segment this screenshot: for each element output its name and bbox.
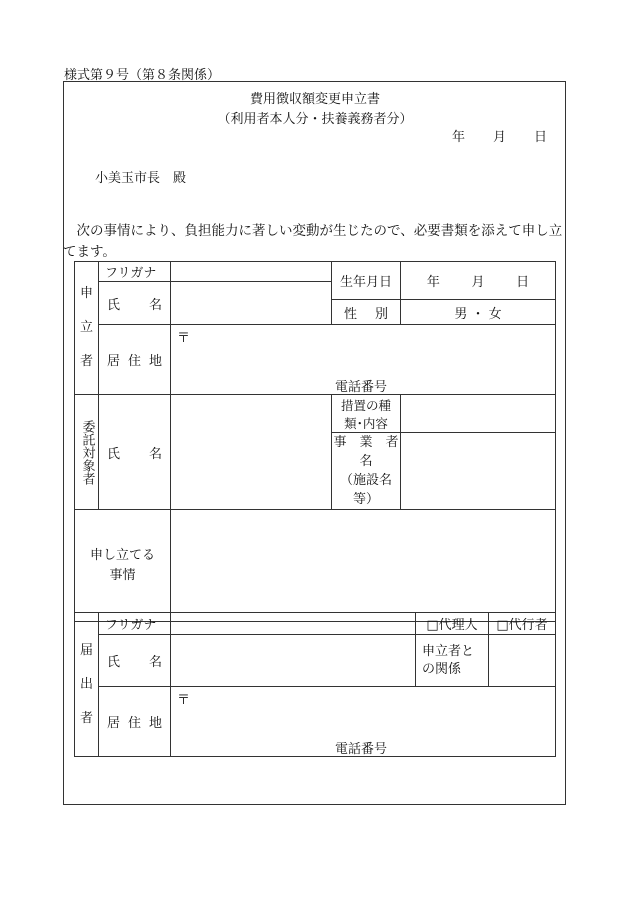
reason-label: 申し立てる 事情 [75, 510, 171, 622]
agent-checkbox[interactable]: □代行者 [489, 613, 556, 635]
entrusted-name-field[interactable] [171, 395, 332, 510]
birth-year: 年 [426, 275, 440, 290]
name-field[interactable] [171, 282, 332, 325]
applicant-table [74, 261, 556, 622]
form-title: 費用徴収額変更申立書 [249, 92, 380, 107]
relation-label: 申立者と の関係 [416, 635, 489, 687]
section-char: 立 [79, 320, 93, 335]
notifier-section-label: 届 出 者 [75, 613, 99, 757]
section-char: 申 [79, 286, 93, 301]
phone-label: 電話番号 [335, 380, 388, 395]
provider-field[interactable] [401, 433, 556, 510]
address-field[interactable] [171, 325, 556, 395]
measure-field[interactable] [401, 395, 556, 433]
birth-day: 日 [516, 275, 530, 290]
measure-label: 措置の種類･内容 [332, 395, 401, 433]
day-label: 日 [534, 130, 548, 145]
notifier-name-label: 氏 名 [99, 635, 171, 687]
year-label: 年 [452, 130, 466, 145]
form-id: 様式第９号（第８条関係） [64, 68, 221, 83]
sex-options[interactable]: 男 ・ 女 [401, 300, 556, 325]
form-subtitle: （利用者本人分・扶養義務者分） [217, 112, 413, 127]
notifier-name-field[interactable] [171, 635, 416, 687]
address-label: 居 住 地 [99, 325, 171, 395]
birthdate-field[interactable] [401, 262, 556, 300]
postal-mark: 〒 [177, 331, 191, 346]
month-label: 月 [493, 130, 507, 145]
entrusted-name-label: 氏 名 [99, 395, 171, 510]
provider-label: 事 業 者 名 （施設名等） [332, 433, 401, 510]
name-label: 氏 名 [99, 282, 171, 325]
notifier-furigana-field[interactable] [171, 613, 416, 635]
birthdate-label: 生年月日 [332, 262, 401, 300]
notifier-address-label: 居 住 地 [99, 687, 171, 757]
notifier-address-field[interactable] [171, 687, 556, 757]
reason-field[interactable] [171, 510, 556, 622]
relation-field[interactable] [489, 635, 556, 687]
applicant-section-label [75, 262, 99, 395]
addressee: 小美玉市長 殿 [95, 171, 187, 186]
statement-text: 次の事情により、負担能力に著しい変動が生じたので、必要書類を添えて申し立てます。 [63, 223, 563, 260]
notifier-postal-mark: 〒 [177, 693, 191, 708]
birth-month: 月 [471, 275, 485, 290]
notifier-phone-label: 電話番号 [335, 742, 388, 757]
furigana-field[interactable] [171, 262, 332, 282]
proxy-checkbox[interactable]: □代理人 [416, 613, 489, 635]
notifier-table [74, 612, 556, 757]
date-line [452, 126, 547, 145]
notifier-furigana-label: フリガナ [99, 613, 171, 635]
entrusted-section-label: 委託対象者 [75, 395, 99, 510]
sex-label: 性 別 [332, 300, 401, 325]
section-char: 者 [79, 354, 93, 369]
furigana-label: フリガナ [99, 262, 171, 282]
